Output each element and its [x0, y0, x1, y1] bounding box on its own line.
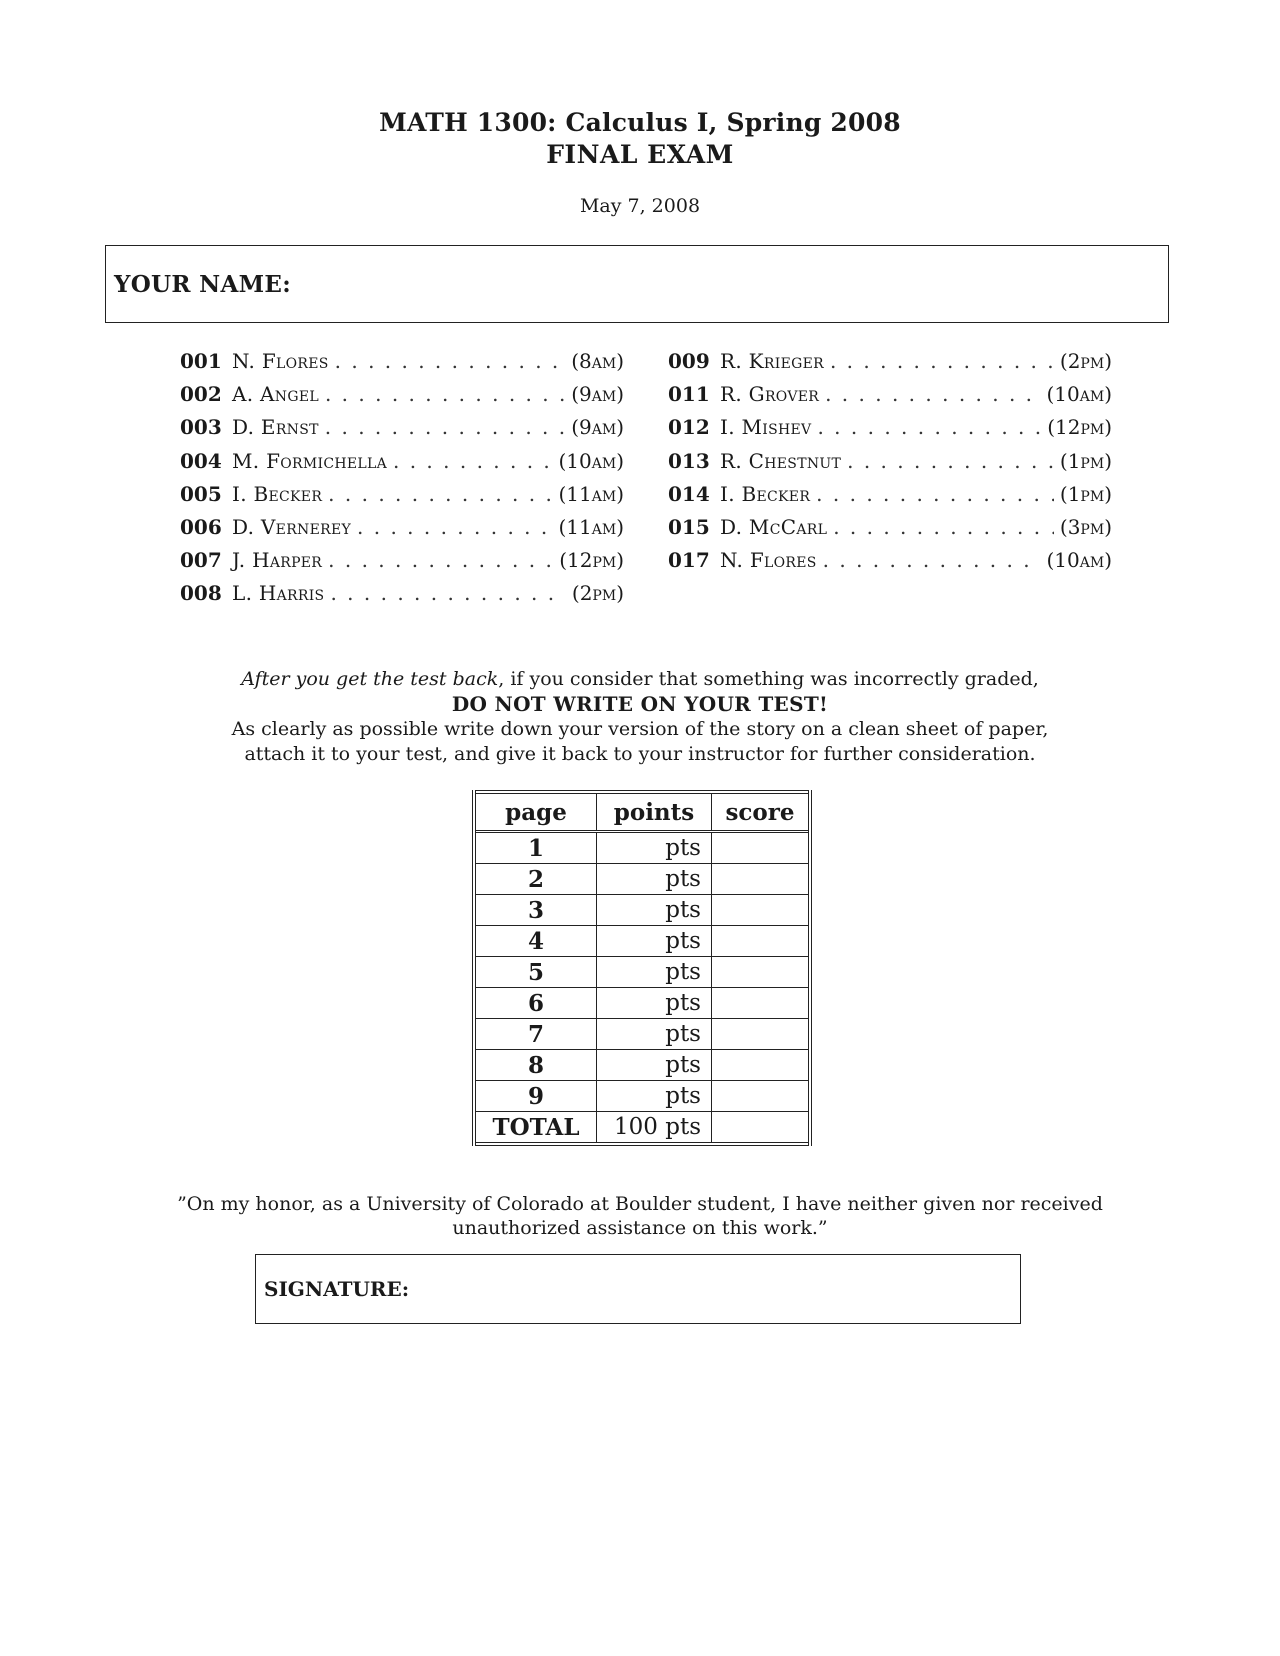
signature-label: SIGNATURE: — [264, 1277, 410, 1301]
instructor-name: M. Formichella — [232, 448, 387, 473]
section-number: 013 — [668, 448, 710, 473]
section-time: (1pm) — [1059, 448, 1112, 473]
score-table — [472, 790, 812, 1146]
section-time: (9am) — [571, 382, 624, 407]
page-cell: 6 — [474, 988, 597, 1019]
section-number: 003 — [180, 415, 222, 440]
points-cell: pts — [597, 1050, 712, 1081]
notice-italic: After you get the test back — [241, 668, 499, 690]
score-cell[interactable] — [712, 895, 811, 926]
leader-dots — [847, 449, 1054, 473]
leader-dots — [335, 349, 566, 373]
instructor-name: N. Flores — [720, 548, 817, 573]
section-number: 008 — [180, 581, 222, 606]
header-score: score — [712, 792, 811, 832]
page-cell: 7 — [474, 1019, 597, 1050]
points-cell: pts — [597, 988, 712, 1019]
points-cell: pts — [597, 832, 712, 864]
score-row — [474, 864, 810, 895]
leader-dots — [393, 449, 553, 473]
instructor-name: D. Vernerey — [232, 514, 352, 539]
signature-field[interactable] — [255, 1254, 1021, 1324]
section-list-left — [180, 349, 624, 615]
score-cell[interactable] — [712, 864, 811, 895]
score-cell[interactable] — [712, 1112, 811, 1145]
section-time: (10am) — [1046, 548, 1112, 573]
score-row — [474, 832, 810, 864]
leader-dots — [325, 415, 565, 439]
section-number: 006 — [180, 514, 222, 539]
section-row — [180, 415, 624, 448]
leader-dots — [833, 515, 1054, 539]
notice-line-4: attach it to your test, and give it back to your instructor for further consideration. — [244, 743, 1036, 765]
points-cell: pts — [597, 957, 712, 988]
score-cell[interactable] — [712, 957, 811, 988]
score-row — [474, 957, 810, 988]
section-time: (12pm) — [1047, 415, 1112, 440]
section-time: (8am) — [571, 349, 624, 373]
instructor-name: D. McCarl — [720, 514, 828, 539]
honor-line-2: unauthorized assistance on this work.” — [452, 1217, 828, 1239]
section-row — [668, 415, 1112, 448]
section-number: 004 — [180, 448, 222, 473]
section-row — [668, 382, 1112, 415]
instructor-name: J. Harper — [232, 548, 323, 573]
points-cell: pts — [597, 895, 712, 926]
points-cell: pts — [597, 1081, 712, 1112]
instructor-name: R. Chestnut — [720, 448, 842, 473]
section-time: (11am) — [558, 481, 624, 506]
header-page: page — [474, 792, 597, 832]
page-cell: 5 — [474, 957, 597, 988]
points-cell: pts — [597, 926, 712, 957]
notice-line-1 — [0, 668, 1280, 690]
section-number: 002 — [180, 382, 222, 407]
section-row — [668, 482, 1112, 515]
notice-line-3: As clearly as possible write down your version of the story on a clean sheet of paper, — [231, 718, 1049, 740]
exam-date: May 7, 2008 — [579, 195, 701, 217]
page-cell: 1 — [474, 832, 597, 864]
section-number: 011 — [668, 382, 710, 407]
score-cell[interactable] — [712, 1081, 811, 1112]
section-time: (12pm) — [559, 548, 624, 573]
score-cell[interactable] — [712, 832, 811, 864]
leader-dots — [823, 548, 1041, 572]
section-row — [180, 382, 624, 415]
score-cell[interactable] — [712, 926, 811, 957]
score-row — [474, 1112, 810, 1145]
score-row — [474, 895, 810, 926]
section-number: 001 — [180, 349, 222, 373]
score-row — [474, 1050, 810, 1081]
leader-dots — [325, 382, 565, 406]
leader-dots — [817, 415, 1041, 439]
instructor-name: I. Becker — [232, 481, 323, 506]
section-row — [668, 548, 1112, 581]
section-number: 014 — [668, 481, 710, 506]
leader-dots — [330, 581, 565, 605]
section-number: 007 — [180, 548, 222, 573]
section-time: (9am) — [571, 415, 624, 440]
instructor-name: N. Flores — [232, 349, 329, 373]
section-time: (1pm) — [1059, 481, 1112, 506]
instructor-name: R. Grover — [720, 382, 820, 407]
section-list-right — [668, 349, 1112, 581]
section-row — [180, 349, 624, 382]
section-number: 005 — [180, 481, 222, 506]
leader-dots — [328, 548, 553, 572]
course-title: MATH 1300: Calculus I, Spring 2008 — [379, 108, 901, 137]
page-cell: 9 — [474, 1081, 597, 1112]
notice-warning: DO NOT WRITE ON YOUR TEST! — [451, 692, 829, 716]
leader-dots — [830, 349, 1054, 373]
leader-dots — [816, 482, 1054, 506]
instructor-name: R. Krieger — [720, 349, 824, 373]
section-time: (3pm) — [1059, 514, 1112, 539]
name-label: YOUR NAME: — [114, 271, 291, 298]
score-cell[interactable] — [712, 988, 811, 1019]
instructor-name: D. Ernst — [232, 415, 319, 440]
instructor-name: L. Harris — [232, 581, 325, 606]
score-row — [474, 988, 810, 1019]
instructor-name: A. Angel — [232, 382, 319, 407]
score-row — [474, 926, 810, 957]
points-cell: pts — [597, 864, 712, 895]
section-time: (2pm) — [571, 581, 624, 606]
exam-title: FINAL EXAM — [546, 140, 734, 169]
section-time: (10am) — [1046, 382, 1112, 407]
section-row — [180, 515, 624, 548]
page-cell: 3 — [474, 895, 597, 926]
leader-dots — [357, 515, 552, 539]
section-row — [668, 449, 1112, 482]
leader-dots — [825, 382, 1040, 406]
page-cell: TOTAL — [474, 1112, 597, 1145]
header-points: points — [597, 792, 712, 832]
section-number: 017 — [668, 548, 710, 573]
section-number: 009 — [668, 349, 710, 373]
section-row — [180, 548, 624, 581]
section-row — [668, 515, 1112, 548]
section-time: (10am) — [558, 448, 624, 473]
score-row — [474, 1081, 810, 1112]
section-number: 012 — [668, 415, 710, 440]
points-cell: 100 pts — [597, 1112, 712, 1145]
instructor-name: I. Mishev — [720, 415, 812, 440]
section-time: (2pm) — [1059, 349, 1112, 373]
section-row — [180, 482, 624, 515]
score-cell[interactable] — [712, 1050, 811, 1081]
section-row — [180, 581, 624, 614]
section-row — [180, 449, 624, 482]
points-cell: pts — [597, 1019, 712, 1050]
page-cell: 8 — [474, 1050, 597, 1081]
score-row — [474, 1019, 810, 1050]
section-number: 015 — [668, 514, 710, 539]
notice-line-1-rest: , if you consider that something was incorrectly graded, — [498, 668, 1039, 690]
instructor-name: I. Becker — [720, 481, 811, 506]
leader-dots — [328, 482, 552, 506]
name-field[interactable] — [105, 245, 1169, 323]
section-time: (11am) — [558, 514, 624, 539]
page-cell: 2 — [474, 864, 597, 895]
honor-line-1: ”On my honor, as a University of Colorado at Boulder student, I have neither given nor received — [177, 1193, 1103, 1215]
section-row — [668, 349, 1112, 382]
page-cell: 4 — [474, 926, 597, 957]
score-cell[interactable] — [712, 1019, 811, 1050]
